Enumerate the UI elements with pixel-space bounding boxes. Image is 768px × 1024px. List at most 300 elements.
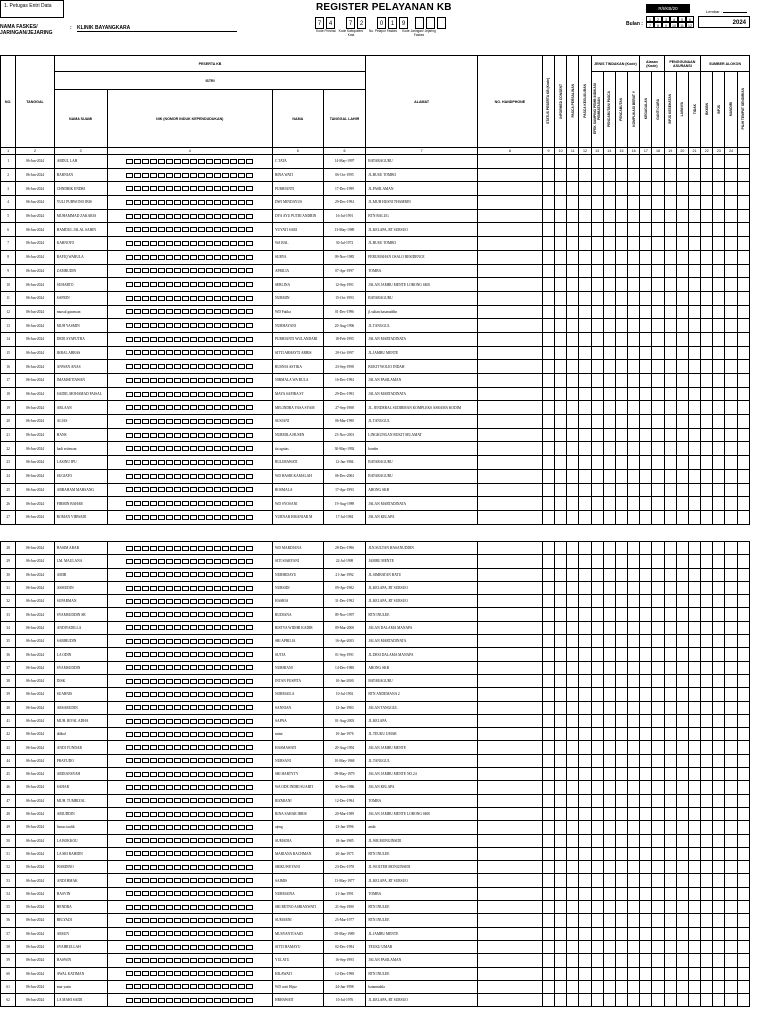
nik-digit-box[interactable] bbox=[150, 705, 157, 710]
nik-digit-box[interactable] bbox=[166, 692, 173, 697]
row-code-cell[interactable] bbox=[591, 967, 603, 980]
row-code-cell[interactable] bbox=[591, 847, 603, 860]
row-code-cell[interactable] bbox=[579, 182, 591, 196]
row-code-cell[interactable] bbox=[676, 456, 688, 470]
nik-digit-box[interactable] bbox=[166, 487, 173, 492]
row-tanggal-lahir[interactable]: 01-Sep-1991 bbox=[323, 648, 366, 661]
row-code-cell[interactable] bbox=[615, 688, 627, 701]
row-code-cell[interactable] bbox=[579, 847, 591, 860]
nik-digit-box[interactable] bbox=[174, 392, 181, 397]
row-code-cell[interactable] bbox=[542, 237, 554, 251]
row-tanggal-lahir[interactable]: 23-Mar-1977 bbox=[323, 914, 366, 927]
row-code-cell[interactable] bbox=[555, 940, 567, 953]
nik-digit-box[interactable] bbox=[166, 984, 173, 989]
row-code-cell[interactable] bbox=[725, 442, 737, 456]
row-code-cell[interactable] bbox=[676, 874, 688, 887]
row-alamat[interactable]: BTN INULEE bbox=[366, 608, 478, 621]
row-code-cell[interactable] bbox=[737, 608, 749, 621]
row-nik[interactable] bbox=[107, 861, 272, 874]
nik-digit-box[interactable] bbox=[134, 546, 141, 551]
row-code-cell[interactable] bbox=[542, 305, 554, 319]
nik-digit-box[interactable] bbox=[206, 241, 213, 246]
row-code-cell[interactable] bbox=[603, 332, 615, 346]
nik-digit-box[interactable] bbox=[150, 282, 157, 287]
row-code-cell[interactable] bbox=[603, 608, 615, 621]
row-code-cell[interactable] bbox=[591, 542, 603, 555]
nik-digit-box[interactable] bbox=[230, 798, 237, 803]
row-tanggal[interactable]: 06-Jun-2024 bbox=[16, 754, 55, 767]
nik-digit-box[interactable] bbox=[150, 838, 157, 843]
nik-digit-box[interactable] bbox=[142, 625, 149, 630]
row-nik[interactable] bbox=[107, 781, 272, 794]
row-code-cell[interactable] bbox=[579, 807, 591, 820]
row-code-cell[interactable] bbox=[737, 661, 749, 674]
row-code-cell[interactable] bbox=[725, 581, 737, 594]
row-code-cell[interactable] bbox=[713, 967, 725, 980]
row-code-cell[interactable] bbox=[713, 954, 725, 967]
nik-digit-box[interactable] bbox=[246, 612, 253, 617]
row-code-cell[interactable] bbox=[737, 510, 749, 524]
row-code-cell[interactable] bbox=[652, 237, 664, 251]
row-code-cell[interactable] bbox=[725, 874, 737, 887]
row-code-cell[interactable] bbox=[713, 847, 725, 860]
row-code-cell[interactable] bbox=[713, 428, 725, 442]
row-code-cell[interactable] bbox=[579, 621, 591, 634]
row-code-cell[interactable] bbox=[603, 621, 615, 634]
row-code-cell[interactable] bbox=[737, 469, 749, 483]
nik-digit-box[interactable] bbox=[166, 296, 173, 301]
row-code-cell[interactable] bbox=[542, 456, 554, 470]
nik-digit-box[interactable] bbox=[190, 227, 197, 232]
nik-digit-box[interactable] bbox=[222, 612, 229, 617]
row-code-cell[interactable] bbox=[664, 781, 676, 794]
row-code-cell[interactable] bbox=[652, 346, 664, 360]
row-tanggal-lahir[interactable]: 07-Apr-1997 bbox=[323, 264, 366, 278]
row-code-cell[interactable] bbox=[542, 927, 554, 940]
row-code-cell[interactable] bbox=[688, 728, 700, 741]
row-code-cell[interactable] bbox=[701, 807, 713, 820]
row-nama-suami[interactable]: ABBAHAM MARSANG bbox=[54, 483, 107, 497]
row-code-cell[interactable] bbox=[640, 781, 652, 794]
row-nik[interactable] bbox=[107, 346, 272, 360]
nik-digit-box[interactable] bbox=[182, 392, 189, 397]
nik-digit-box[interactable] bbox=[246, 200, 253, 205]
nik-digit-box[interactable] bbox=[190, 679, 197, 684]
row-nama-suami[interactable]: SUGIATO bbox=[54, 469, 107, 483]
row-code-cell[interactable] bbox=[713, 701, 725, 714]
nik-digit-box[interactable] bbox=[158, 732, 165, 737]
nik-digit-box[interactable] bbox=[126, 474, 133, 479]
row-code-cell[interactable] bbox=[591, 940, 603, 953]
row-code-cell[interactable] bbox=[737, 701, 749, 714]
row-code-cell[interactable] bbox=[615, 415, 627, 429]
nik-digit-box[interactable] bbox=[174, 984, 181, 989]
row-tanggal-lahir[interactable]: 31-Dec-1992 bbox=[323, 595, 366, 608]
row-code-cell[interactable] bbox=[640, 374, 652, 388]
nik-digit-box[interactable] bbox=[142, 586, 149, 591]
row-tanggal-lahir[interactable]: 21-Jun-1992 bbox=[323, 568, 366, 581]
row-code-cell[interactable] bbox=[591, 794, 603, 807]
nik-digit-box[interactable] bbox=[134, 599, 141, 604]
nik-digit-box[interactable] bbox=[158, 296, 165, 301]
row-nik[interactable] bbox=[107, 754, 272, 767]
row-code-cell[interactable] bbox=[579, 264, 591, 278]
row-code-cell[interactable] bbox=[713, 927, 725, 940]
nik-digit-box[interactable] bbox=[198, 705, 205, 710]
row-code-cell[interactable] bbox=[615, 155, 627, 169]
nik-digit-box[interactable] bbox=[230, 905, 237, 910]
row-code-cell[interactable] bbox=[713, 807, 725, 820]
row-code-cell[interactable] bbox=[591, 483, 603, 497]
nik-digit-box[interactable] bbox=[198, 364, 205, 369]
row-code-cell[interactable] bbox=[579, 701, 591, 714]
row-code-cell[interactable] bbox=[628, 807, 640, 820]
row-code-cell[interactable] bbox=[628, 237, 640, 251]
nik-digit-box[interactable] bbox=[198, 405, 205, 410]
row-code-cell[interactable] bbox=[555, 319, 567, 333]
row-tanggal-lahir[interactable]: 19-Aug-1989 bbox=[323, 497, 366, 511]
row-nama-suami[interactable]: ASMUDIN bbox=[54, 581, 107, 594]
row-code-cell[interactable] bbox=[591, 887, 603, 900]
row-tanggal[interactable]: 06-Jun-2024 bbox=[16, 595, 55, 608]
nik-digit-box[interactable] bbox=[214, 758, 221, 763]
nik-digit-box[interactable] bbox=[222, 214, 229, 219]
table-row[interactable] bbox=[1, 401, 750, 415]
row-no-hp[interactable] bbox=[477, 497, 542, 511]
row-code-cell[interactable] bbox=[652, 428, 664, 442]
nik-digit-box[interactable] bbox=[166, 878, 173, 883]
table-row[interactable] bbox=[1, 648, 750, 661]
row-alamat[interactable]: ABONG SKB bbox=[366, 483, 478, 497]
row-code-cell[interactable] bbox=[664, 821, 676, 834]
row-code-cell[interactable] bbox=[603, 728, 615, 741]
row-code-cell[interactable] bbox=[640, 209, 652, 223]
row-code-cell[interactable] bbox=[555, 635, 567, 648]
nik-digit-box[interactable] bbox=[142, 433, 149, 438]
row-code-cell[interactable] bbox=[555, 595, 567, 608]
row-nama-istri[interactable]: ROSMALA bbox=[272, 483, 323, 497]
table-row[interactable] bbox=[1, 346, 750, 360]
row-code-cell[interactable] bbox=[676, 542, 688, 555]
row-alamat[interactable]: JALAN MARTADINATA bbox=[366, 332, 478, 346]
row-code-cell[interactable] bbox=[591, 401, 603, 415]
row-code-cell[interactable] bbox=[713, 648, 725, 661]
row-code-cell[interactable] bbox=[676, 168, 688, 182]
row-no-hp[interactable] bbox=[477, 209, 542, 223]
nik-digit-box[interactable] bbox=[230, 918, 237, 923]
row-code-cell[interactable] bbox=[737, 887, 749, 900]
nik-digit-box[interactable] bbox=[246, 998, 253, 1003]
row-code-cell[interactable] bbox=[640, 714, 652, 727]
row-code-cell[interactable] bbox=[542, 568, 554, 581]
row-code-cell[interactable] bbox=[628, 821, 640, 834]
row-code-cell[interactable] bbox=[737, 483, 749, 497]
row-nama-istri[interactable]: SITTI ARHAYTI ABBIS bbox=[272, 346, 323, 360]
row-code-cell[interactable] bbox=[652, 980, 664, 993]
row-no-hp[interactable] bbox=[477, 980, 542, 993]
nik-digit-box[interactable] bbox=[158, 798, 165, 803]
row-code-cell[interactable] bbox=[615, 807, 627, 820]
table-row[interactable] bbox=[1, 568, 750, 581]
row-code-cell[interactable] bbox=[652, 648, 664, 661]
nik-digit-box[interactable] bbox=[158, 971, 165, 976]
nik-digit-box[interactable] bbox=[182, 878, 189, 883]
row-code-cell[interactable] bbox=[688, 595, 700, 608]
row-code-cell[interactable] bbox=[640, 568, 652, 581]
nik-digit-box[interactable] bbox=[214, 200, 221, 205]
row-tanggal-lahir[interactable]: 10-Jul-1976 bbox=[323, 994, 366, 1007]
nik-digit-box[interactable] bbox=[166, 227, 173, 232]
nik-digit-box[interactable] bbox=[238, 878, 245, 883]
row-nik[interactable] bbox=[107, 741, 272, 754]
row-nama-istri[interactable]: NORMAILA bbox=[272, 688, 323, 701]
row-nik[interactable] bbox=[107, 155, 272, 169]
nik-digit-box[interactable] bbox=[158, 719, 165, 724]
row-code-cell[interactable] bbox=[555, 291, 567, 305]
row-alamat[interactable]: JALAN MARTADINATA bbox=[366, 635, 478, 648]
nik-digit-box[interactable] bbox=[238, 891, 245, 896]
row-nama-suami[interactable]: ANDI YUNDAR bbox=[54, 741, 107, 754]
nik-digit-box[interactable] bbox=[126, 405, 133, 410]
row-code-cell[interactable] bbox=[628, 374, 640, 388]
row-code-cell[interactable] bbox=[567, 834, 579, 847]
row-code-cell[interactable] bbox=[603, 542, 615, 555]
row-tanggal[interactable]: 06-Jun-2024 bbox=[16, 874, 55, 887]
nik-digit-box[interactable] bbox=[158, 586, 165, 591]
row-nama-istri[interactable]: SERLINA bbox=[272, 278, 323, 292]
row-nik[interactable] bbox=[107, 621, 272, 634]
nik-digit-box[interactable] bbox=[134, 705, 141, 710]
row-tanggal-lahir[interactable]: 09-Mar-2000 bbox=[323, 621, 366, 634]
row-code-cell[interactable] bbox=[555, 346, 567, 360]
nik-digit-box[interactable] bbox=[214, 572, 221, 577]
row-code-cell[interactable] bbox=[652, 483, 664, 497]
row-no-hp[interactable] bbox=[477, 483, 542, 497]
row-code-cell[interactable] bbox=[579, 674, 591, 687]
row-code-cell[interactable] bbox=[737, 346, 749, 360]
row-code-cell[interactable] bbox=[567, 497, 579, 511]
bulan-cell[interactable]: 1 bbox=[646, 16, 654, 22]
row-code-cell[interactable] bbox=[725, 542, 737, 555]
nik-digit-box[interactable] bbox=[142, 758, 149, 763]
row-no-hp[interactable] bbox=[477, 954, 542, 967]
nik-digit-box[interactable] bbox=[166, 945, 173, 950]
row-code-cell[interactable] bbox=[640, 901, 652, 914]
nik-digit-box[interactable] bbox=[166, 812, 173, 817]
nik-digit-box[interactable] bbox=[238, 323, 245, 328]
nik-digit-box[interactable] bbox=[246, 159, 253, 164]
row-tanggal-lahir[interactable]: 30-Jul-1972 bbox=[323, 237, 366, 251]
nik-digit-box[interactable] bbox=[198, 865, 205, 870]
row-no-hp[interactable] bbox=[477, 967, 542, 980]
row-code-cell[interactable] bbox=[615, 542, 627, 555]
row-code-cell[interactable] bbox=[591, 332, 603, 346]
row-nama-istri[interactable]: WA BAL bbox=[272, 237, 323, 251]
nik-digit-box[interactable] bbox=[230, 296, 237, 301]
nik-digit-box[interactable] bbox=[190, 501, 197, 506]
row-tanggal-lahir[interactable]: 12-Dec-1994 bbox=[323, 794, 366, 807]
row-code-cell[interactable] bbox=[603, 237, 615, 251]
row-code-cell[interactable] bbox=[664, 483, 676, 497]
nik-digit-box[interactable] bbox=[238, 309, 245, 314]
nik-digit-box[interactable] bbox=[190, 350, 197, 355]
row-nik[interactable] bbox=[107, 401, 272, 415]
nik-digit-box[interactable] bbox=[174, 931, 181, 936]
nik-digit-box[interactable] bbox=[134, 446, 141, 451]
row-nama-istri[interactable]: NURHIANI bbox=[272, 661, 323, 674]
row-code-cell[interactable] bbox=[555, 209, 567, 223]
nik-digit-box[interactable] bbox=[238, 546, 245, 551]
nik-digit-box[interactable] bbox=[230, 599, 237, 604]
row-code-cell[interactable] bbox=[652, 754, 664, 767]
nik-digit-box[interactable] bbox=[206, 173, 213, 178]
row-code-cell[interactable] bbox=[628, 442, 640, 456]
nik-digit-box[interactable] bbox=[174, 515, 181, 520]
nik-digit-box[interactable] bbox=[166, 612, 173, 617]
nik-digit-box[interactable] bbox=[150, 337, 157, 342]
row-code-cell[interactable] bbox=[688, 555, 700, 568]
nik-digit-box[interactable] bbox=[206, 745, 213, 750]
row-code-cell[interactable] bbox=[676, 595, 688, 608]
table-row[interactable] bbox=[1, 278, 750, 292]
nik-digit-box[interactable] bbox=[206, 515, 213, 520]
nik-digit-box[interactable] bbox=[126, 692, 133, 697]
row-code-cell[interactable] bbox=[713, 621, 725, 634]
nik-digit-box[interactable] bbox=[142, 282, 149, 287]
row-alamat[interactable]: BATARAGURU bbox=[366, 469, 478, 483]
nik-digit-box[interactable] bbox=[174, 546, 181, 551]
nik-digit-box[interactable] bbox=[214, 559, 221, 564]
row-code-cell[interactable] bbox=[737, 196, 749, 210]
nik-digit-box[interactable] bbox=[206, 679, 213, 684]
nik-digit-box[interactable] bbox=[230, 878, 237, 883]
row-code-cell[interactable] bbox=[701, 415, 713, 429]
row-code-cell[interactable] bbox=[603, 940, 615, 953]
row-code-cell[interactable] bbox=[688, 635, 700, 648]
nik-digit-box[interactable] bbox=[166, 639, 173, 644]
nik-digit-box[interactable] bbox=[126, 159, 133, 164]
nik-digit-box[interactable] bbox=[206, 665, 213, 670]
row-code-cell[interactable] bbox=[640, 661, 652, 674]
row-code-cell[interactable] bbox=[567, 768, 579, 781]
row-nama-suami[interactable]: IKBAL ABBAS bbox=[54, 346, 107, 360]
nik-digit-box[interactable] bbox=[174, 665, 181, 670]
table-row[interactable] bbox=[1, 387, 750, 401]
nik-digit-box[interactable] bbox=[206, 460, 213, 465]
nik-digit-box[interactable] bbox=[198, 419, 205, 424]
row-tanggal[interactable]: 06-Jun-2024 bbox=[16, 237, 55, 251]
nik-digit-box[interactable] bbox=[214, 958, 221, 963]
row-code-cell[interactable] bbox=[688, 608, 700, 621]
row-code-cell[interactable] bbox=[701, 914, 713, 927]
row-code-cell[interactable] bbox=[591, 387, 603, 401]
nik-digit-box[interactable] bbox=[158, 772, 165, 777]
row-code-cell[interactable] bbox=[579, 387, 591, 401]
nik-digit-box[interactable] bbox=[134, 825, 141, 830]
row-code-cell[interactable] bbox=[664, 768, 676, 781]
row-code-cell[interactable] bbox=[579, 595, 591, 608]
nik-digit-box[interactable] bbox=[206, 586, 213, 591]
row-code-cell[interactable] bbox=[567, 182, 579, 196]
nik-digit-box[interactable] bbox=[198, 652, 205, 657]
nik-digit-box[interactable] bbox=[182, 665, 189, 670]
row-code-cell[interactable] bbox=[628, 714, 640, 727]
row-code-cell[interactable] bbox=[555, 568, 567, 581]
row-nama-istri[interactable]: SURYA bbox=[272, 250, 323, 264]
row-code-cell[interactable] bbox=[615, 754, 627, 767]
row-code-cell[interactable] bbox=[688, 510, 700, 524]
kode-digit[interactable]: 7 bbox=[315, 17, 324, 29]
nik-digit-box[interactable] bbox=[214, 931, 221, 936]
nik-digit-box[interactable] bbox=[214, 891, 221, 896]
row-code-cell[interactable] bbox=[591, 291, 603, 305]
row-alamat[interactable]: JL.WR.MONGINSIDI bbox=[366, 834, 478, 847]
row-code-cell[interactable] bbox=[640, 182, 652, 196]
row-nama-suami[interactable]: FIRMIN BAHAR bbox=[54, 497, 107, 511]
nik-digit-box[interactable] bbox=[158, 364, 165, 369]
row-code-cell[interactable] bbox=[713, 319, 725, 333]
nik-digit-box[interactable] bbox=[238, 798, 245, 803]
row-tanggal[interactable]: 06-Jun-2024 bbox=[16, 456, 55, 470]
row-nama-istri[interactable]: NURSANI bbox=[272, 754, 323, 767]
nik-digit-box[interactable] bbox=[142, 599, 149, 604]
nik-digit-box[interactable] bbox=[190, 487, 197, 492]
row-no-hp[interactable] bbox=[477, 635, 542, 648]
nik-digit-box[interactable] bbox=[222, 392, 229, 397]
nik-digit-box[interactable] bbox=[174, 186, 181, 191]
nik-digit-box[interactable] bbox=[150, 865, 157, 870]
row-code-cell[interactable] bbox=[603, 741, 615, 754]
row-code-cell[interactable] bbox=[664, 741, 676, 754]
row-alamat[interactable]: JALAN PASILAMAN bbox=[366, 954, 478, 967]
nik-digit-box[interactable] bbox=[182, 255, 189, 260]
nik-digit-box[interactable] bbox=[182, 433, 189, 438]
row-tanggal-lahir[interactable]: 13-May-1977 bbox=[323, 874, 366, 887]
nik-digit-box[interactable] bbox=[222, 268, 229, 273]
nik-digit-box[interactable] bbox=[158, 200, 165, 205]
nik-digit-box[interactable] bbox=[174, 798, 181, 803]
row-code-cell[interactable] bbox=[555, 728, 567, 741]
row-code-cell[interactable] bbox=[628, 701, 640, 714]
row-nik[interactable] bbox=[107, 332, 272, 346]
nik-digit-box[interactable] bbox=[166, 745, 173, 750]
nik-digit-box[interactable] bbox=[214, 419, 221, 424]
row-code-cell[interactable] bbox=[652, 608, 664, 621]
nik-digit-box[interactable] bbox=[238, 838, 245, 843]
nik-digit-box[interactable] bbox=[134, 268, 141, 273]
row-code-cell[interactable] bbox=[713, 483, 725, 497]
row-code-cell[interactable] bbox=[737, 168, 749, 182]
nik-digit-box[interactable] bbox=[126, 785, 133, 790]
nik-digit-box[interactable] bbox=[206, 599, 213, 604]
row-code-cell[interactable] bbox=[628, 428, 640, 442]
nik-digit-box[interactable] bbox=[230, 586, 237, 591]
row-code-cell[interactable] bbox=[591, 469, 603, 483]
row-code-cell[interactable] bbox=[579, 914, 591, 927]
row-nama-istri[interactable]: RUDIANA bbox=[272, 608, 323, 621]
row-code-cell[interactable] bbox=[640, 469, 652, 483]
nik-digit-box[interactable] bbox=[134, 241, 141, 246]
row-code-cell[interactable] bbox=[676, 442, 688, 456]
row-code-cell[interactable] bbox=[652, 834, 664, 847]
nik-digit-box[interactable] bbox=[246, 851, 253, 856]
row-code-cell[interactable] bbox=[542, 794, 554, 807]
nik-digit-box[interactable] bbox=[150, 559, 157, 564]
nik-digit-box[interactable] bbox=[222, 918, 229, 923]
row-code-cell[interactable] bbox=[701, 927, 713, 940]
nik-digit-box[interactable] bbox=[126, 337, 133, 342]
row-code-cell[interactable] bbox=[688, 754, 700, 767]
